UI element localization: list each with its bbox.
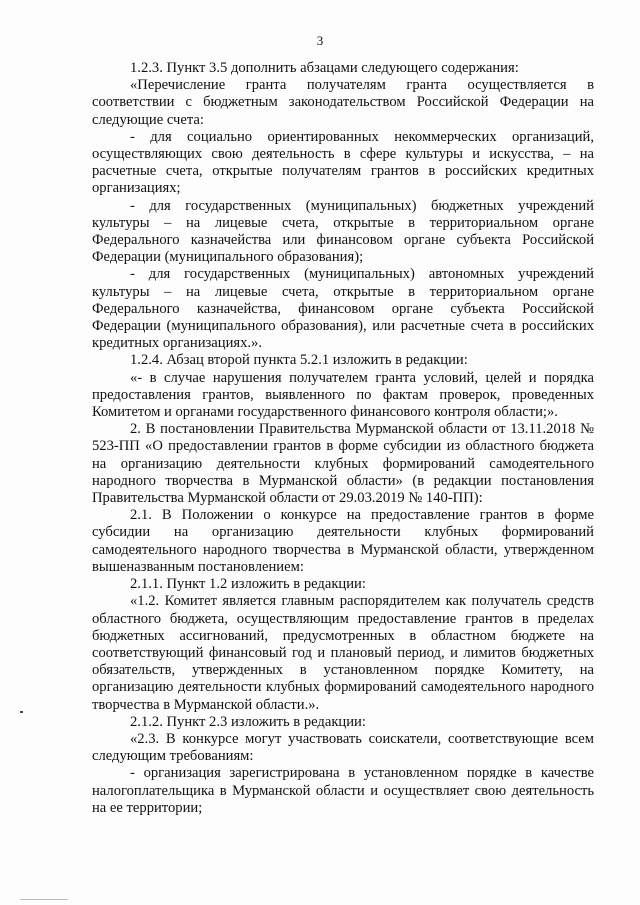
scan-artifact [20,899,68,900]
paragraph: - организация зарегистрирована в установленном порядке в качестве налогоплательщика в Мурманской области и осуществляет свою деятельность на ее территории; [92,765,594,816]
paragraph: «2.3. В конкурсе могут участвовать соискатели, соответствующие всем следующим требованиям: [92,730,594,765]
paragraph: 1.2.3. Пункт 3.5 дополнить абзацами следующего содержания: [130,60,519,76]
paragraph: 2.1. В Положении о конкурсе на предоставление грантов в форме субсидии на организацию деятельности клубных формирований самодеятельного народного творчества в Мурманской области, утвержденном вышеназванным постановлением: [92,507,594,575]
paragraph: - для социально ориентированных некоммерческих организаций, осуществляющих свою деятельность в сфере культуры и искусства, – на расчетные счета, открытые получателям грантов в российских кредитных организациях; [92,128,594,197]
scan-artifact [20,711,23,713]
paragraph: 2.1.2. Пункт 2.3 изложить в редакции: [130,713,366,730]
paragraph: «1.2. Комитет является главным распорядителем как получатель средств областного бюджета, осуществляющим предоставление грантов в пределах бюджетных ассигнований, предусмотренных в областном бюджете на соответствующий финансовый год и плановый период, и лимитов бюджетных обязательств, утвержденных в установленном порядке Комитету, на организацию деятельности клубных формирований самодеятельного народного творчества в Мурманской области.». [92,593,594,713]
paragraph: 1.2.4. Абзац второй пункта 5.2.1 изложить в редакции: [130,352,468,369]
paragraph: 2.1.1. Пункт 1.2 изложить в редакции: [130,576,366,593]
page-number: 3 [316,33,324,48]
paragraph: «- в случае нарушения получателем гранта условий, целей и порядка предоставления грантов, выявленного по фактам проверок, проведенных Комитетом и органами государственного финансового контроля области;». [92,369,594,421]
paragraph: 2. В постановлении Правительства Мурманской области от 13.11.2018 № 523-ПП «О предоставлении грантов в форме субсидии из областного бюджета на организацию деятельности клубных формирований самодеятельного народного творчества в Мурманской области» (в редакции постановления Правительства Мурманской области от 29.03.2019 № 140-ПП): [92,421,594,507]
paragraph: - для государственных (муниципальных) бюджетных учреждений культуры – на лицевые счета, открытые в территориальном органе Федерального казначейства или финансовом органе субъекта Российской Федерации (муниципального образования); [92,197,594,266]
document-body [92,60,594,817]
paragraph: - для государственных (муниципальных) автономных учреждений культуры – на лицевые счета, открытые в территориальном органе Федерального казначейства, финансовом органе субъекта Российской Федерации (муниципального образования), или расчетные счета в российских кредитных организациях.». [92,266,594,352]
paragraph: «Перечисление гранта получателям гранта осуществляется в соответствии с бюджетным законодательством Российской Федерации на следующие счета: [92,77,594,128]
